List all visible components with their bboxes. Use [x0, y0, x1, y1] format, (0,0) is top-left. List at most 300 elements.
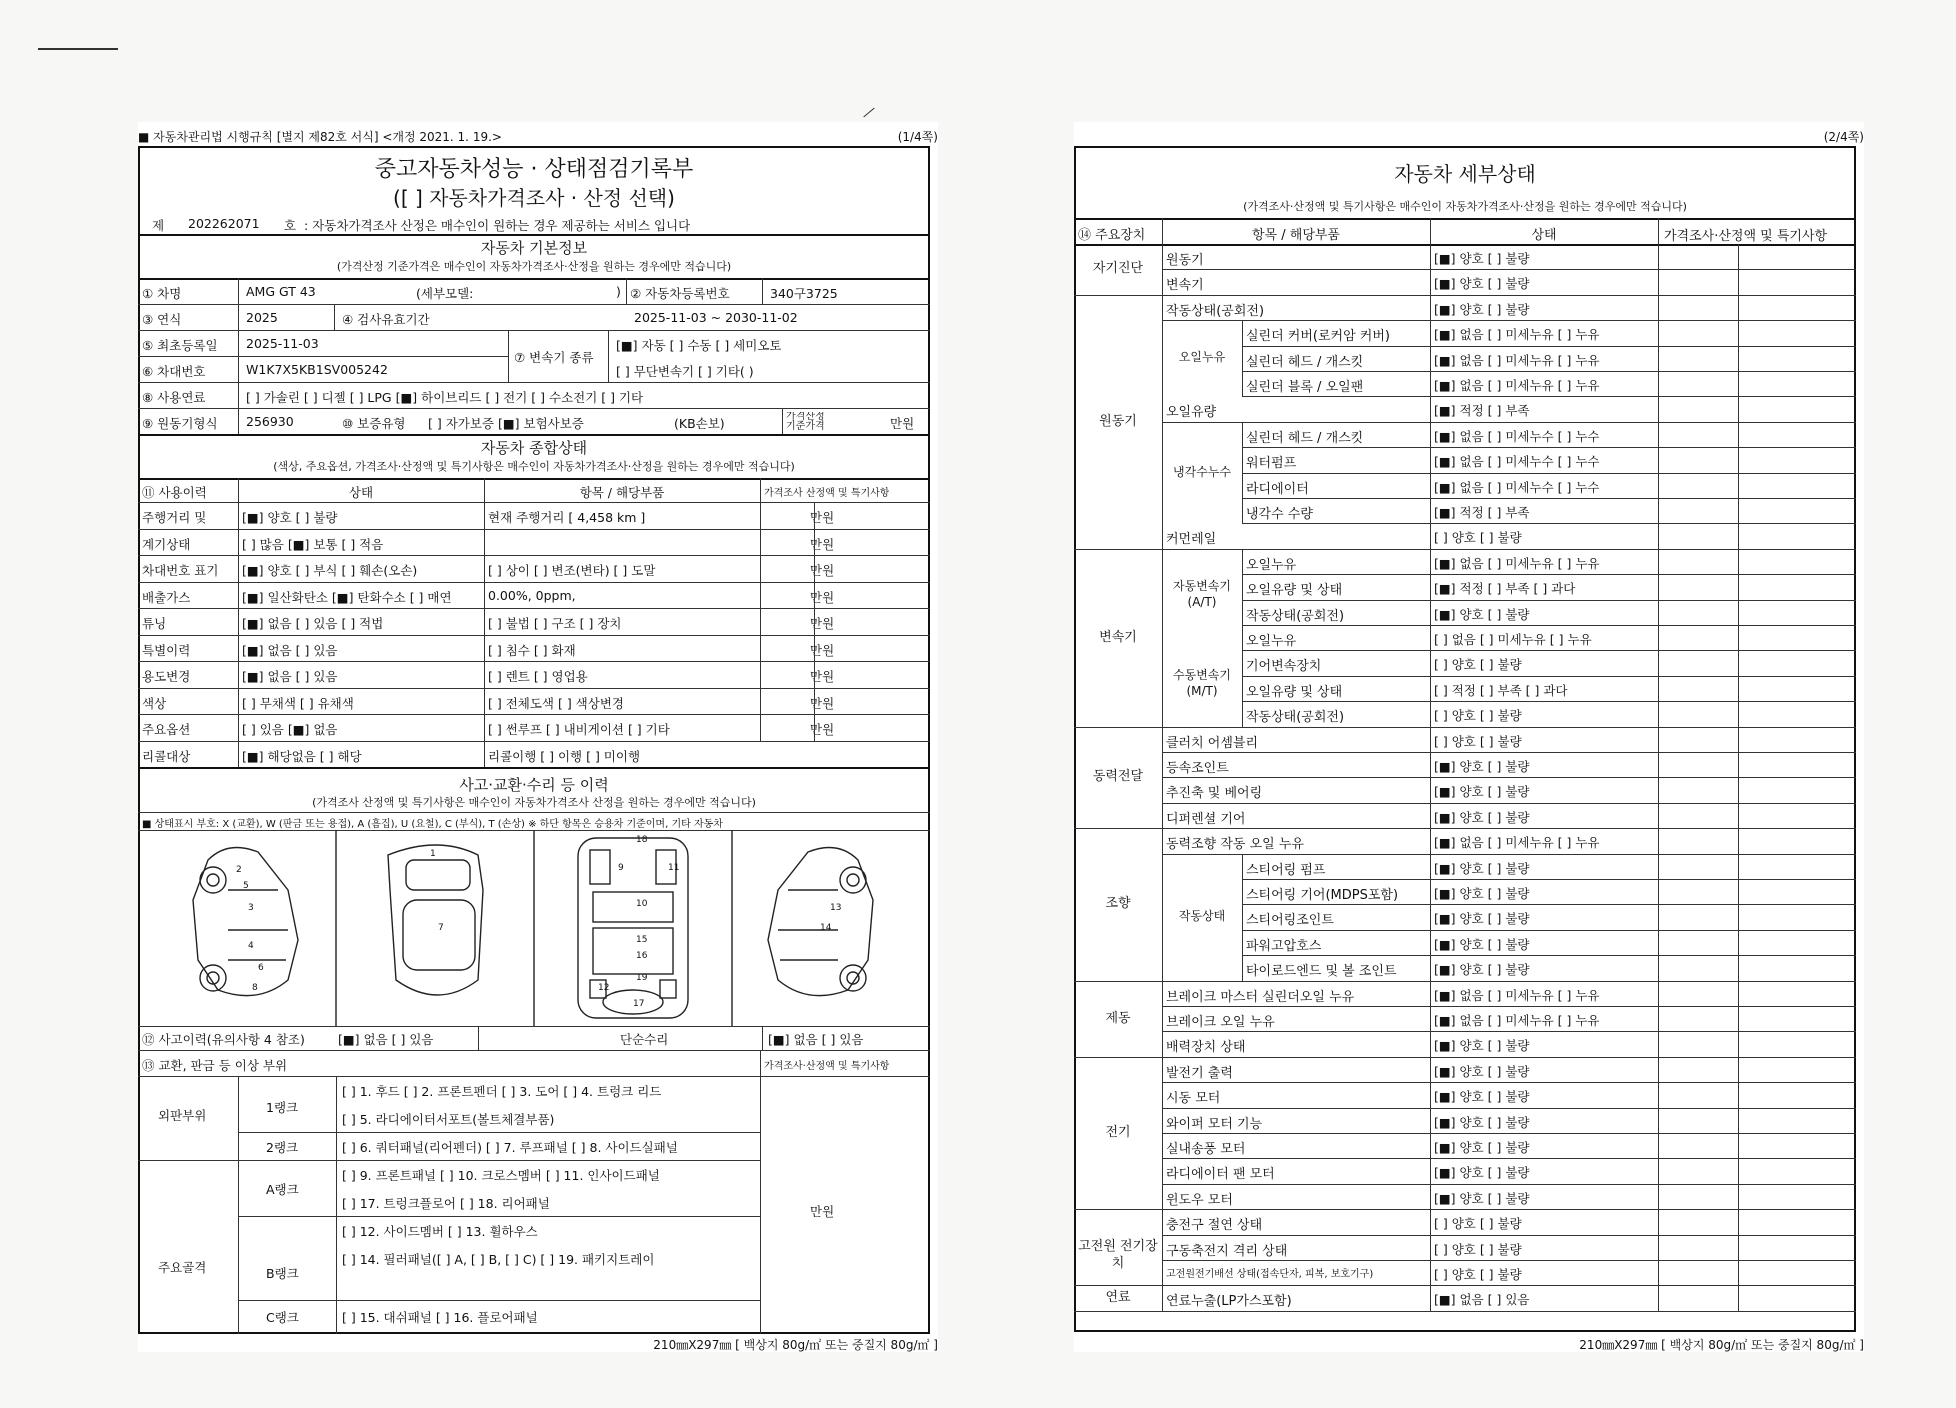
- detail-item: 와이퍼 모터 기능: [1166, 1116, 1263, 1132]
- overall-row-label: 주행거리 및: [142, 510, 207, 525]
- overall-row-unit: 만원: [810, 695, 835, 711]
- warranty-options: [ ] 자가보증 [■] 보험사보증: [428, 416, 584, 431]
- divider: [138, 714, 930, 715]
- divider: [1242, 600, 1856, 601]
- divider: [1162, 803, 1856, 804]
- detail-item: 변속기: [1166, 278, 1204, 294]
- detail-item: 실린더 헤드 / 개스킷: [1246, 430, 1364, 446]
- divider: [138, 555, 930, 556]
- detail-item: 파워고압호스: [1246, 938, 1322, 954]
- detail-group-label: 제동: [1105, 1010, 1131, 1026]
- detail-state: [■] 없음 [ ] 있음: [1434, 1292, 1530, 1308]
- divider: [626, 278, 627, 304]
- divider: [1242, 625, 1243, 727]
- overall-row-unit: 만원: [810, 536, 835, 552]
- divider: [1162, 269, 1856, 270]
- divider: [138, 382, 930, 383]
- diagram-part-number: 3: [248, 903, 254, 913]
- rank1-line1: [ ] 1. 후드 [ ] 2. 프론트펜더 [ ] 3. 도어 [ ] 4. 트렁크 리드: [342, 1084, 662, 1099]
- overall-row-state: [■] 없음 [ ] 있음 [ ] 적법: [242, 616, 384, 631]
- overall-row-item: 0.00%, 0ppm,: [488, 587, 576, 603]
- detail-group-label: 전기: [1105, 1125, 1131, 1140]
- detail-state: [ ] 양호 [ ] 불량: [1434, 1267, 1522, 1282]
- divider: [1242, 320, 1243, 396]
- divider: [762, 1026, 763, 1050]
- overall-row-state: [■] 해당없음 [ ] 해당: [242, 748, 362, 764]
- divider: [1162, 1133, 1856, 1134]
- detail-state: [ ] 양호 [ ] 불량: [1434, 530, 1522, 546]
- detail-group-label: 자기진단: [1092, 261, 1144, 277]
- divider: [138, 502, 930, 503]
- detail-state: [■] 적정 [ ] 부족: [1434, 505, 1530, 520]
- year: 2025: [246, 310, 278, 325]
- divider: [138, 278, 930, 280]
- divider: [1242, 549, 1243, 625]
- divider: [138, 529, 930, 530]
- detail-state: [ ] 양호 [ ] 불량: [1434, 1216, 1522, 1232]
- reg-number: 340구3725: [770, 286, 838, 301]
- overall-row-state: [■] 없음 [ ] 있음: [242, 669, 338, 684]
- overall-row-unit: 만원: [810, 722, 835, 737]
- detail-item: 오일유량 및 상태: [1246, 684, 1343, 700]
- detail-state: [■] 양호 [ ] 불량: [1434, 911, 1530, 927]
- rank1-line2: [ ] 5. 라디에이터서포트(볼트체결부품): [342, 1112, 555, 1127]
- paper-note: 210㎜X297㎜ [ 백상지 80g/㎡ 또는 중질지 80g/㎡ ]: [653, 1338, 938, 1352]
- divider: [138, 635, 930, 636]
- fuel-options: [ ] 가솔린 [ ] 디젤 [ ] LPG [■] 하이브리드 [ ] 전기 [ ] 수소전기 [ ] 기타: [246, 390, 644, 405]
- divider: [1242, 447, 1856, 448]
- diagram-part-number: 11: [668, 863, 680, 873]
- overall-row-item: [ ] 침수 [ ] 화재: [488, 642, 576, 658]
- detail-item: 스티어링 기어(MDPS포함): [1246, 888, 1399, 903]
- rank1-label: 1랭크: [266, 1100, 299, 1115]
- rank2-label: 2랭크: [266, 1140, 299, 1155]
- detail-item: 작동상태(공회전): [1166, 303, 1265, 319]
- engine-label: ⑨ 원동기형식: [142, 416, 218, 431]
- overall-header-state: 상태: [348, 485, 374, 500]
- detail-state: [■] 양호 [ ] 불량: [1434, 606, 1530, 622]
- overall-row-unit: 만원: [810, 589, 835, 605]
- detail-item: 추진축 및 베어링: [1166, 786, 1263, 802]
- divider: [138, 1160, 760, 1161]
- diagram-part-number: 17: [633, 999, 645, 1009]
- divider: [1242, 498, 1856, 499]
- detail-item: 발전기 출력: [1166, 1065, 1233, 1081]
- divider: [138, 434, 930, 436]
- detail-state: [■] 양호 [ ] 불량: [1434, 860, 1530, 876]
- detail-sub-label: 오일누유: [1178, 350, 1226, 365]
- detail-group-label: 연료: [1105, 1290, 1131, 1306]
- overall-row-unit: 만원: [810, 563, 835, 578]
- diagram-part-number: 16: [636, 951, 648, 961]
- rank2-line1: [ ] 6. 쿼터패널(리어펜더) [ ] 7. 루프패널 [ ] 8. 사이드실패널: [342, 1140, 678, 1155]
- detail-item: 오일유량: [1166, 405, 1217, 421]
- car-right-side-view: [768, 848, 873, 996]
- form-title: 중고자동차성능 · 상태점검기록부: [374, 157, 694, 182]
- divider: [138, 478, 930, 480]
- overall-row-state: [ ] 있음 [■] 없음: [242, 722, 338, 737]
- detail-state: [■] 양호 [ ] 불량: [1434, 1089, 1530, 1105]
- divider: [138, 356, 508, 357]
- detail-state: [■] 없음 [ ] 미세누유 [ ] 누유: [1434, 352, 1600, 368]
- section-basic-note: (가격산정 기준가격은 매수인이 자동차가격조사·산정을 원하는 경우에만 적습니다): [336, 260, 732, 273]
- detail-item: 라디에이터 팬 모터: [1166, 1167, 1275, 1183]
- divider: [138, 661, 930, 662]
- divider: [1430, 218, 1431, 1311]
- divider: [138, 304, 930, 305]
- detail-note: (가격조사·산정액 및 특기사항은 매수인이 자동차가격조사·산정을 원하는 경우에만 적습니다): [1243, 200, 1687, 213]
- divider: [238, 278, 239, 434]
- overall-row-label: 주요옵션: [142, 722, 191, 737]
- detail-item: 클러치 어셈블리: [1166, 735, 1259, 751]
- car-left-side-view: [193, 848, 298, 996]
- diagram-part-number: 5: [243, 881, 249, 891]
- detail-group-label: 변속기: [1099, 629, 1137, 645]
- form-subtitle: ([ ] 자동차가격조사 · 산정 선택): [393, 186, 675, 210]
- detail-model-close: ): [616, 284, 621, 299]
- exchange-price-header: 가격조사·산정액 및 특기사항: [764, 1061, 890, 1072]
- detail-state: [■] 양호 [ ] 불량: [1434, 784, 1530, 800]
- divider: [1242, 473, 1856, 474]
- overall-row-state: [■] 양호 [ ] 부식 [ ] 훼손(오손): [242, 563, 418, 578]
- divider: [1162, 320, 1856, 321]
- divider: [138, 234, 930, 236]
- detail-title: 자동차 세부상태: [1394, 162, 1536, 186]
- divider: [1242, 346, 1856, 347]
- divider: [238, 1216, 760, 1217]
- divider: [1242, 625, 1856, 626]
- divider: [608, 330, 609, 382]
- divider: [1658, 218, 1659, 1311]
- divider: [1162, 1260, 1856, 1261]
- divider: [138, 688, 930, 689]
- section-accident-note: (가격조사 산정액 및 특기사항은 매수인이 자동차가격조사 산정을 원하는 경우에만 적습니다): [312, 796, 756, 809]
- overall-row-item: 현재 주행거리 [ 4,458 km ]: [488, 510, 646, 525]
- overall-header-usage: ⑪ 사용이력: [142, 485, 207, 500]
- page-number: (2/4쪽): [1823, 130, 1864, 144]
- detail-state: [ ] 적정 [ ] 부족 [ ] 과다: [1434, 682, 1568, 698]
- section-basic-title: 자동차 기본정보: [480, 239, 588, 257]
- base-price-label: 가격산정 기준가격: [786, 412, 825, 432]
- scan-mark: [863, 108, 874, 118]
- divider: [1162, 1158, 1856, 1159]
- divider: [782, 408, 783, 434]
- detail-item: 스티어링 펌프: [1246, 862, 1326, 878]
- vin: W1K7X5KB1SV005242: [246, 362, 388, 377]
- detail-item: 브레이크 마스터 실린더오일 누유: [1166, 989, 1355, 1005]
- divider: [138, 330, 930, 331]
- detail-state: [■] 양호 [ ] 불량: [1434, 936, 1530, 952]
- divider: [1074, 1311, 1856, 1312]
- detail-state: [■] 적정 [ ] 부족: [1434, 403, 1530, 419]
- car-damage-diagram: [138, 830, 930, 1026]
- doc-number: 202262071: [188, 216, 260, 231]
- divider: [138, 608, 930, 609]
- detail-item: 오일유량 및 상태: [1246, 583, 1343, 599]
- detail-state: [ ] 양호 [ ] 불량: [1434, 1241, 1522, 1257]
- overall-header-price: 가격조사 산정액 및 특기사항: [764, 488, 890, 499]
- diagram-part-number: 9: [618, 863, 624, 873]
- detail-item: 시동 모터: [1166, 1091, 1221, 1107]
- divider: [1738, 244, 1739, 1311]
- overall-row-label: 색상: [142, 695, 167, 711]
- divider: [1242, 371, 1856, 372]
- car-name-label: ① 차명: [142, 286, 182, 301]
- diagram-part-number: 7: [438, 923, 444, 933]
- overall-row-label: 특별이력: [142, 642, 191, 658]
- overall-row-label: 용도변경: [142, 669, 191, 684]
- divider: [1162, 777, 1856, 778]
- overall-row-state: [■] 양호 [ ] 불량: [242, 510, 338, 525]
- detail-header-state: 상태: [1531, 228, 1557, 243]
- divider: [1242, 574, 1856, 575]
- outer-panel-label: 외판부위: [158, 1108, 207, 1123]
- divider: [238, 478, 239, 767]
- divider: [1242, 422, 1243, 524]
- divider: [238, 1132, 760, 1133]
- divider: [1242, 650, 1856, 651]
- rankC-label: C랭크: [266, 1310, 299, 1325]
- divider: [1242, 854, 1243, 981]
- car-top-view: [388, 845, 483, 995]
- detail-state: [■] 양호 [ ] 불량: [1434, 886, 1530, 901]
- divider: [760, 478, 761, 741]
- diagram-part-number: 13: [830, 903, 842, 913]
- divider: [1162, 752, 1856, 753]
- overall-row-label: 차대번호 표기: [142, 563, 219, 578]
- overall-row-label: 배출가스: [142, 589, 191, 605]
- detail-item: 동력조향 작동 오일 누유: [1166, 837, 1304, 853]
- detail-state: [■] 없음 [ ] 미세누유 [ ] 누유: [1434, 555, 1600, 571]
- overall-row-item: 리콜이행 [ ] 이행 [ ] 미이행: [488, 748, 641, 764]
- detail-item: 윈도우 모터: [1166, 1192, 1233, 1208]
- detail-state: [■] 없음 [ ] 미세누유 [ ] 누유: [1434, 1013, 1600, 1028]
- detail-item: 실내송풍 모터: [1166, 1142, 1246, 1157]
- detail-state: [■] 양호 [ ] 불량: [1434, 1038, 1530, 1054]
- inspection-record-page-1: [138, 122, 938, 1352]
- detail-state: [■] 양호 [ ] 불량: [1434, 1190, 1530, 1206]
- overall-row-item: [ ] 불법 [ ] 구조 [ ] 장치: [488, 616, 622, 631]
- detail-state: [ ] 양호 [ ] 불량: [1434, 708, 1522, 724]
- divider: [138, 741, 930, 742]
- divider: [138, 582, 930, 583]
- divider: [1242, 904, 1856, 905]
- divider: [508, 330, 509, 382]
- simple-repair: [■] 없음 [ ] 있음: [768, 1032, 864, 1047]
- overall-row-item: [ ] 전체도색 [ ] 색상변경: [488, 695, 624, 711]
- detail-state: [■] 없음 [ ] 미세누수 [ ] 누수: [1434, 479, 1600, 495]
- divider: [1242, 879, 1856, 880]
- overall-row-state: [ ] 무채색 [ ] 유채색: [242, 695, 354, 711]
- overall-row-unit: 만원: [810, 669, 835, 684]
- divider: [1162, 1108, 1856, 1109]
- detail-item: 기어변속장치: [1246, 659, 1322, 675]
- divider: [1242, 523, 1856, 524]
- section-accident-title: 사고·교환·수리 등 이력: [459, 776, 609, 794]
- overall-row-item: [ ] 썬루프 [ ] 내비게이션 [ ] 기타: [488, 722, 670, 737]
- divider: [1162, 218, 1163, 1311]
- rankA-line1: [ ] 9. 프론트패널 [ ] 10. 크로스멤버 [ ] 11. 인사이드패널: [342, 1168, 660, 1183]
- detail-sub-label: 냉각수누수: [1173, 464, 1231, 479]
- detail-group-label: 조향: [1105, 896, 1131, 912]
- frame-label: 주요골격: [158, 1260, 207, 1275]
- detail-item: 원동기: [1166, 253, 1204, 268]
- rankB-label: B랭크: [266, 1266, 299, 1281]
- legend-note: ■ 상태표시 부호: X (교환), W (판금 또는 용접), A (흠집), U (요철), C (부식), T (손상) ※ 하단 항목은 승용차 기준이며, 기타 자동차: [142, 819, 723, 830]
- divider: [1242, 676, 1856, 677]
- divider: [1074, 218, 1856, 220]
- year-label: ③ 연식: [142, 312, 182, 327]
- section-overall-title: 자동차 종합상태: [480, 439, 588, 457]
- rankA-label: A랭크: [266, 1182, 299, 1197]
- rankB-line2: [ ] 14. 필러패널([ ] A, [ ] B, [ ] C) [ ] 19. 패키지트레이: [342, 1252, 655, 1267]
- detail-group-label: 원동기: [1099, 413, 1137, 429]
- diagram-part-number: 15: [636, 935, 648, 945]
- detail-state: [■] 양호 [ ] 불량: [1434, 962, 1530, 978]
- detail-state: [■] 적정 [ ] 부족 [ ] 과다: [1434, 581, 1576, 597]
- divider: [138, 767, 930, 769]
- detail-state: [■] 없음 [ ] 미세누유 [ ] 누유: [1434, 378, 1600, 393]
- diagram-part-number: 8: [252, 983, 258, 993]
- detail-state: [■] 양호 [ ] 불량: [1434, 276, 1530, 292]
- overall-row-label: 계기상태: [142, 536, 191, 552]
- divider: [138, 812, 930, 813]
- reg-number-label: ② 자동차등록번호: [630, 286, 730, 301]
- divider: [1242, 701, 1856, 702]
- detail-state: [■] 양호 [ ] 불량: [1434, 1114, 1530, 1130]
- detail-item: 배력장치 상태: [1166, 1040, 1246, 1056]
- detail-item: 커먼레일: [1166, 532, 1217, 548]
- divider: [334, 304, 335, 330]
- detail-state: [■] 없음 [ ] 미세누유 [ ] 누유: [1434, 987, 1600, 1003]
- overall-header-item: 항목 / 해당부품: [579, 485, 665, 500]
- detail-sub-label: 수동변속기 (M/T): [1173, 667, 1231, 698]
- rankC-line1: [ ] 15. 대쉬패널 [ ] 16. 플로어패널: [342, 1310, 538, 1325]
- divider: [1242, 396, 1856, 397]
- warranty-label: ⑩ 보증유형: [342, 416, 406, 431]
- detail-item: 작동상태(공회전): [1246, 608, 1345, 624]
- diagram-part-number: 4: [248, 941, 254, 951]
- exchange-price-unit: 만원: [810, 1204, 835, 1219]
- detail-item: 작동상태(공회전): [1246, 710, 1345, 726]
- divider: [138, 1026, 930, 1027]
- detail-item: 스티어링조인트: [1246, 913, 1334, 929]
- overall-row-label: 튜닝: [142, 616, 167, 631]
- diagram-part-number: 1: [430, 849, 436, 859]
- form-note: ■ 자동차관리법 시행규칙 [별지 제82호 서식] <개정 2021. 1. 19.>: [138, 130, 502, 144]
- overall-row-unit: 만원: [810, 510, 835, 525]
- detail-item: 고전원전기배선 상태(접속단자, 피복, 보호기구): [1166, 1269, 1374, 1280]
- base-price-unit: 만원: [890, 416, 915, 431]
- transmission-line1: [■] 자동 [ ] 수동 [ ] 세미오토: [616, 338, 782, 353]
- divider: [138, 1076, 930, 1077]
- divider: [138, 408, 930, 409]
- divider: [814, 502, 815, 741]
- overall-row-unit: 만원: [810, 642, 835, 658]
- detail-item: 냉각수 수량: [1246, 507, 1313, 522]
- divider: [762, 278, 763, 304]
- insurer: (KB손보): [674, 416, 725, 431]
- overall-row-label: 리콜대상: [142, 748, 191, 764]
- detail-item: 타이로드엔드 및 볼 조인트: [1246, 964, 1397, 980]
- accident-history-label: ⑫ 사고이력(유의사항 4 참조): [142, 1032, 305, 1047]
- divider: [336, 1076, 337, 1334]
- divider: [1162, 854, 1856, 855]
- detail-state: [■] 양호 [ ] 불량: [1434, 251, 1530, 266]
- car-name: AMG GT 43: [246, 284, 316, 299]
- diagram-part-number: 14: [820, 923, 832, 933]
- divider: [484, 478, 485, 767]
- inspection-record-page-2: [1074, 122, 1864, 1352]
- detail-item: 디퍼렌셜 기어: [1166, 811, 1246, 827]
- page-number: (1/4쪽): [897, 130, 938, 144]
- detail-item: 실린더 커버(로커암 커버): [1246, 329, 1390, 345]
- overall-row-item: [ ] 렌트 [ ] 영업용: [488, 669, 588, 684]
- divider: [1162, 1184, 1856, 1185]
- doc-number-note: : 자동차가격조사 산정은 매수인이 원하는 경우 제공하는 서비스 입니다: [304, 218, 691, 233]
- detail-group-label: 고전원 전기장치: [1078, 1239, 1158, 1272]
- detail-item: 연료누출(LP가스포함): [1166, 1294, 1292, 1310]
- diagram-part-number: 2: [236, 865, 242, 875]
- doc-number-suffix: 호: [284, 218, 297, 233]
- engine-type: 256930: [246, 414, 294, 429]
- detail-item: 실린더 헤드 / 개스킷: [1246, 354, 1364, 370]
- diagram-part-number: 12: [598, 983, 610, 993]
- inspect-period: 2025-11-03 ~ 2030-11-02: [634, 310, 798, 325]
- diagram-part-number: 18: [636, 835, 648, 845]
- diagram-part-number: 6: [258, 963, 264, 973]
- exchange-label: ⑬ 교환, 판금 등 이상 부위: [142, 1058, 288, 1073]
- divider: [1162, 1235, 1856, 1236]
- divider: [1242, 930, 1856, 931]
- detail-state: [■] 양호 [ ] 불량: [1434, 1140, 1530, 1155]
- detail-item: 실린더 블록 / 오일팬: [1246, 380, 1364, 395]
- detail-item: 등속조인트: [1166, 761, 1229, 776]
- detail-group-label: 동력전달: [1092, 769, 1144, 785]
- divider: [760, 1050, 761, 1334]
- doc-number-label: 제: [152, 218, 165, 233]
- divider: [1162, 1031, 1856, 1032]
- detail-state: [■] 양호 [ ] 불량: [1434, 809, 1530, 825]
- detail-item: 브레이크 오일 누유: [1166, 1015, 1275, 1030]
- detail-header-item: 항목 / 해당부품: [1252, 228, 1340, 243]
- detail-item: 구동축전지 격리 상태: [1166, 1243, 1288, 1259]
- detail-model-label: (세부모델:: [416, 286, 474, 301]
- fuel-label: ⑧ 사용연료: [142, 390, 206, 405]
- detail-item: 충전구 절연 상태: [1166, 1218, 1263, 1234]
- detail-item: 오일누유: [1246, 634, 1297, 649]
- detail-sub-label: 작동상태: [1178, 909, 1226, 924]
- vin-label: ⑥ 차대번호: [142, 364, 206, 379]
- detail-item: 라디에이터: [1246, 481, 1309, 497]
- overall-row-state: [ ] 많음 [■] 보통 [ ] 적음: [242, 536, 384, 552]
- diagram-part-number: 10: [636, 899, 648, 909]
- detail-sub-label: 자동변속기 (A/T): [1173, 578, 1231, 609]
- diagram-part-number: 19: [636, 973, 648, 983]
- simple-repair-label: 단순수리: [620, 1032, 669, 1047]
- divider: [1162, 1082, 1856, 1083]
- overall-row-unit: 만원: [810, 616, 835, 631]
- detail-state: [■] 양호 [ ] 불량: [1434, 1165, 1530, 1181]
- rankB-line1: [ ] 12. 사이드멤버 [ ] 13. 휠하우스: [342, 1224, 538, 1239]
- overall-row-item: [ ] 상이 [ ] 변조(변타) [ ] 도말: [488, 563, 656, 578]
- divider: [238, 1300, 760, 1301]
- detail-state: [■] 없음 [ ] 미세누유 [ ] 누유: [1434, 327, 1600, 343]
- detail-state: [ ] 없음 [ ] 미세누유 [ ] 누유: [1434, 632, 1592, 647]
- first-reg-label: ⑤ 최초등록일: [142, 338, 218, 353]
- overall-row-state: [■] 일산화탄소 [■] 탄화수소 [ ] 매연: [242, 589, 452, 605]
- transmission-label: ⑦ 변속기 종류: [514, 350, 594, 365]
